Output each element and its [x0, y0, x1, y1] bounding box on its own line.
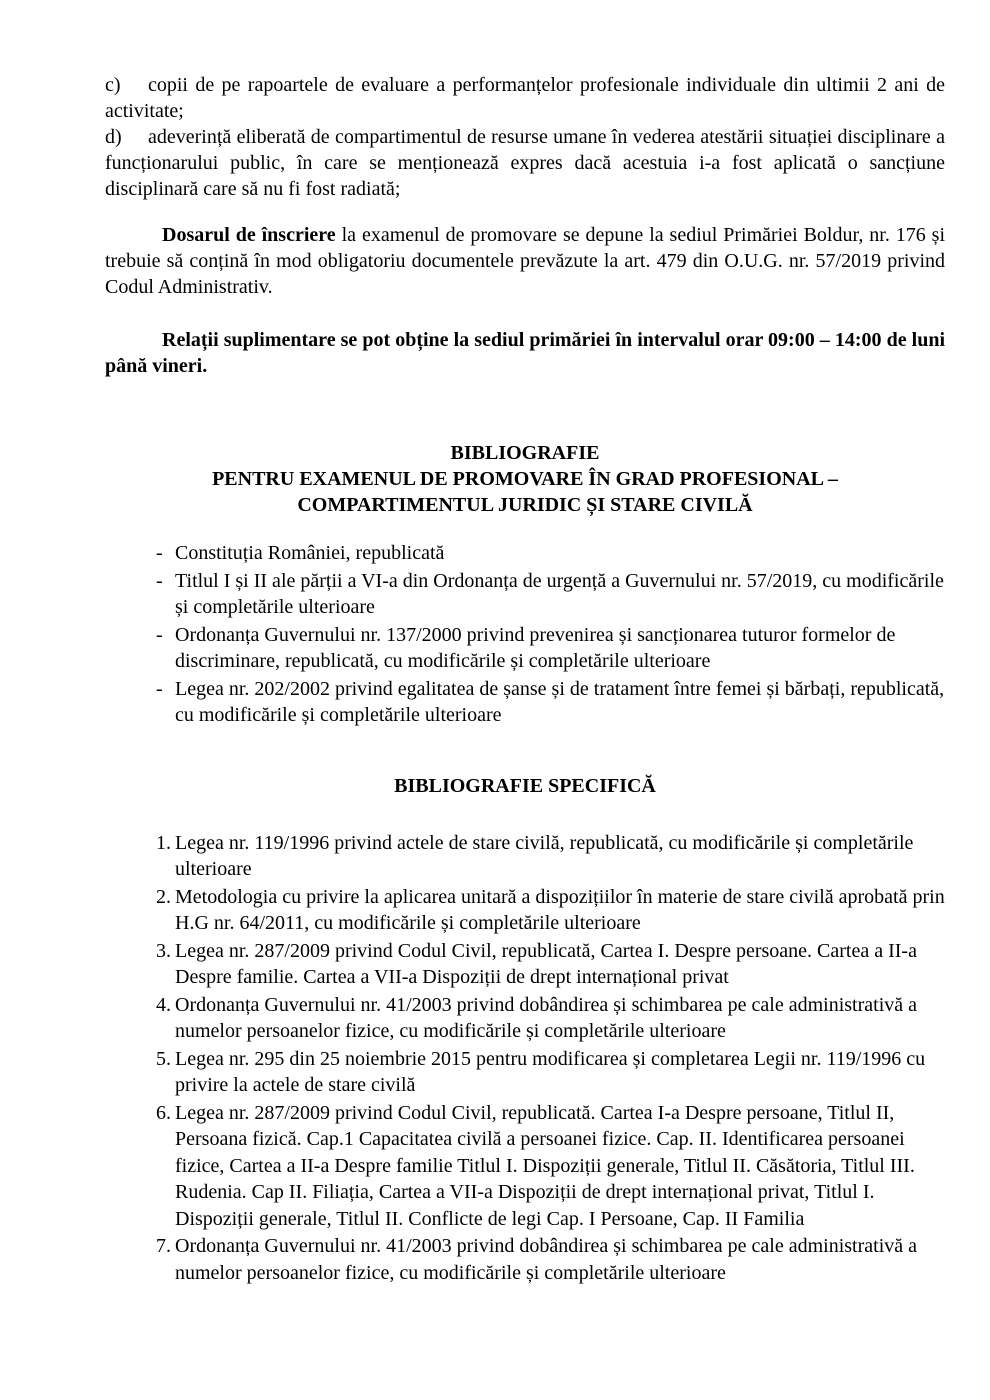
dash-marker: -: [156, 677, 163, 700]
list-item-text: Titlul I și II ale părții a VI-a din Ordonanța de urgență a Guvernului nr. 57/2019, cu modificările și completările ulterioare: [175, 569, 944, 618]
paragraph-item-d: [105, 124, 945, 202]
list-item-text: Legea nr. 202/2002 privind egalitatea de șanse și de tratament între femei și bărbați, republicată, cu modificările și completările ulterioare: [175, 677, 945, 726]
number-marker: 4.: [156, 993, 171, 1016]
number-marker: 5.: [156, 1047, 171, 1070]
dash-marker: -: [156, 569, 163, 592]
paragraph-relatii: Relații suplimentare se pot obține la sediul primăriei în intervalul orar 09:00 – 14:00 de luni până vineri.: [105, 329, 945, 377]
list-item: [154, 992, 945, 1045]
number-marker: 3.: [156, 939, 171, 962]
list-item-text: Ordonanța Guvernului nr. 137/2000 privind prevenirea și sancționarea tuturor formelor de discriminare, republicată, cu modificările și completările ulterioare: [175, 623, 896, 672]
item-letter-d: d): [105, 126, 122, 148]
paragraph-text: la examenul de promovare se depune la sediul Primăriei Boldur, nr. 176 și trebuie să conțină în mod obligatoriu documentele prevăzute la art. 479 din O.U.G. nr. 57/2019 privind Codul Administrativ.: [105, 224, 945, 298]
specific-bibliography-title: BIBLIOGRAFIE SPECIFICĂ: [394, 774, 656, 797]
dash-marker: -: [156, 623, 163, 646]
paragraph-item-c: [105, 72, 945, 124]
list-item: [154, 830, 945, 883]
paragraph-text: adeverință eliberată de compartimentul de resurse umane în vederea atestării situației disciplinare a funcționarului public, în care se menționează expres dacă acestuia i-a fost aplicată o sancțiune disciplinară care să nu fi fost radiată;: [105, 126, 945, 200]
list-item-text: Constituția României, republicată: [175, 542, 445, 564]
list-item: [154, 938, 945, 991]
list-item-text: Ordonanța Guvernului nr. 41/2003 privind dobândirea și schimbarea pe cale administrativă a numelor persoanelor fizice, cu modificările și completările ulterioare: [175, 1235, 918, 1284]
list-item: [154, 622, 945, 675]
bibliography-list: [105, 540, 945, 729]
number-marker: 2.: [156, 885, 171, 908]
list-item-text: Legea nr. 287/2009 privind Codul Civil, republicată, Cartea I. Despre persoane. Cartea a II-a Despre familie. Cartea a VII-a Dispoziții de drept internațional privat: [175, 939, 917, 988]
list-item-text: Legea nr. 119/1996 privind actele de stare civilă, republicată, cu modificările și completările ulterioare: [175, 831, 914, 880]
number-marker: 7.: [156, 1235, 171, 1257]
list-item: [154, 1046, 945, 1099]
bibliography-title: [105, 440, 945, 518]
dash-marker: -: [156, 542, 163, 564]
list-item-text: Legea nr. 287/2009 privind Codul Civil, republicată. Cartea I-a Despre persoane, Titlul II, Persoana fizică. Cap.1 Capacitatea civilă a persoanei fizice. Cap. II. Identificarea persoanei fizice, Cartea a II-a Despre familie Titlul I. Dispoziții generale, Titlul II. Căsătoria, Titlul III. Rudenia. Cap II. Filiația, Cartea a VII-a Dispoziții de drept internațional privat, Titlul I. Dispoziții generale, Titlul II. Conflicte de legi Cap. I Persoane, Cap. II Familia: [175, 1101, 915, 1230]
item-letter-c: c): [105, 74, 121, 96]
bibliography-title-line-3: COMPARTIMENTUL JURIDIC ȘI STARE CIVILĂ: [297, 494, 753, 516]
list-item-text: Ordonanța Guvernului nr. 41/2003 privind dobândirea și schimbarea pe cale administrativă a numelor persoanelor fizice, cu modificările și completările ulterioare: [175, 993, 918, 1042]
list-item: [154, 884, 945, 937]
paragraph-dosar: [105, 222, 945, 300]
specific-bibliography-list: [105, 830, 945, 1287]
list-item-text: Legea nr. 295 din 25 noiembrie 2015 pentru modificarea și completarea Legii nr. 119/1996 cu privire la actele de stare civilă: [175, 1047, 926, 1096]
list-item: [154, 1100, 945, 1233]
list-item: [154, 540, 945, 567]
bibliography-title-line-2: PENTRU EXAMENUL DE PROMOVARE ÎN GRAD PROFESIONAL –: [212, 468, 838, 490]
list-item: [154, 676, 945, 729]
number-marker: 6.: [156, 1101, 171, 1124]
list-item: [154, 568, 945, 621]
number-marker: 1.: [156, 831, 171, 854]
paragraph-bold-lead: Dosarul de înscriere: [162, 224, 336, 246]
bibliography-title-line-1: BIBLIOGRAFIE: [450, 442, 600, 464]
list-item: [154, 1233, 945, 1286]
paragraph-text: copii de pe rapoartele de evaluare a performanțelor profesionale individuale din ultimii 2 ani de activitate;: [105, 74, 945, 122]
list-item-text: Metodologia cu privire la aplicarea unitară a dispozițiilor în materie de stare civilă aprobată prin H.G nr. 64/2011, cu modificările și completările ulterioare: [175, 885, 945, 934]
